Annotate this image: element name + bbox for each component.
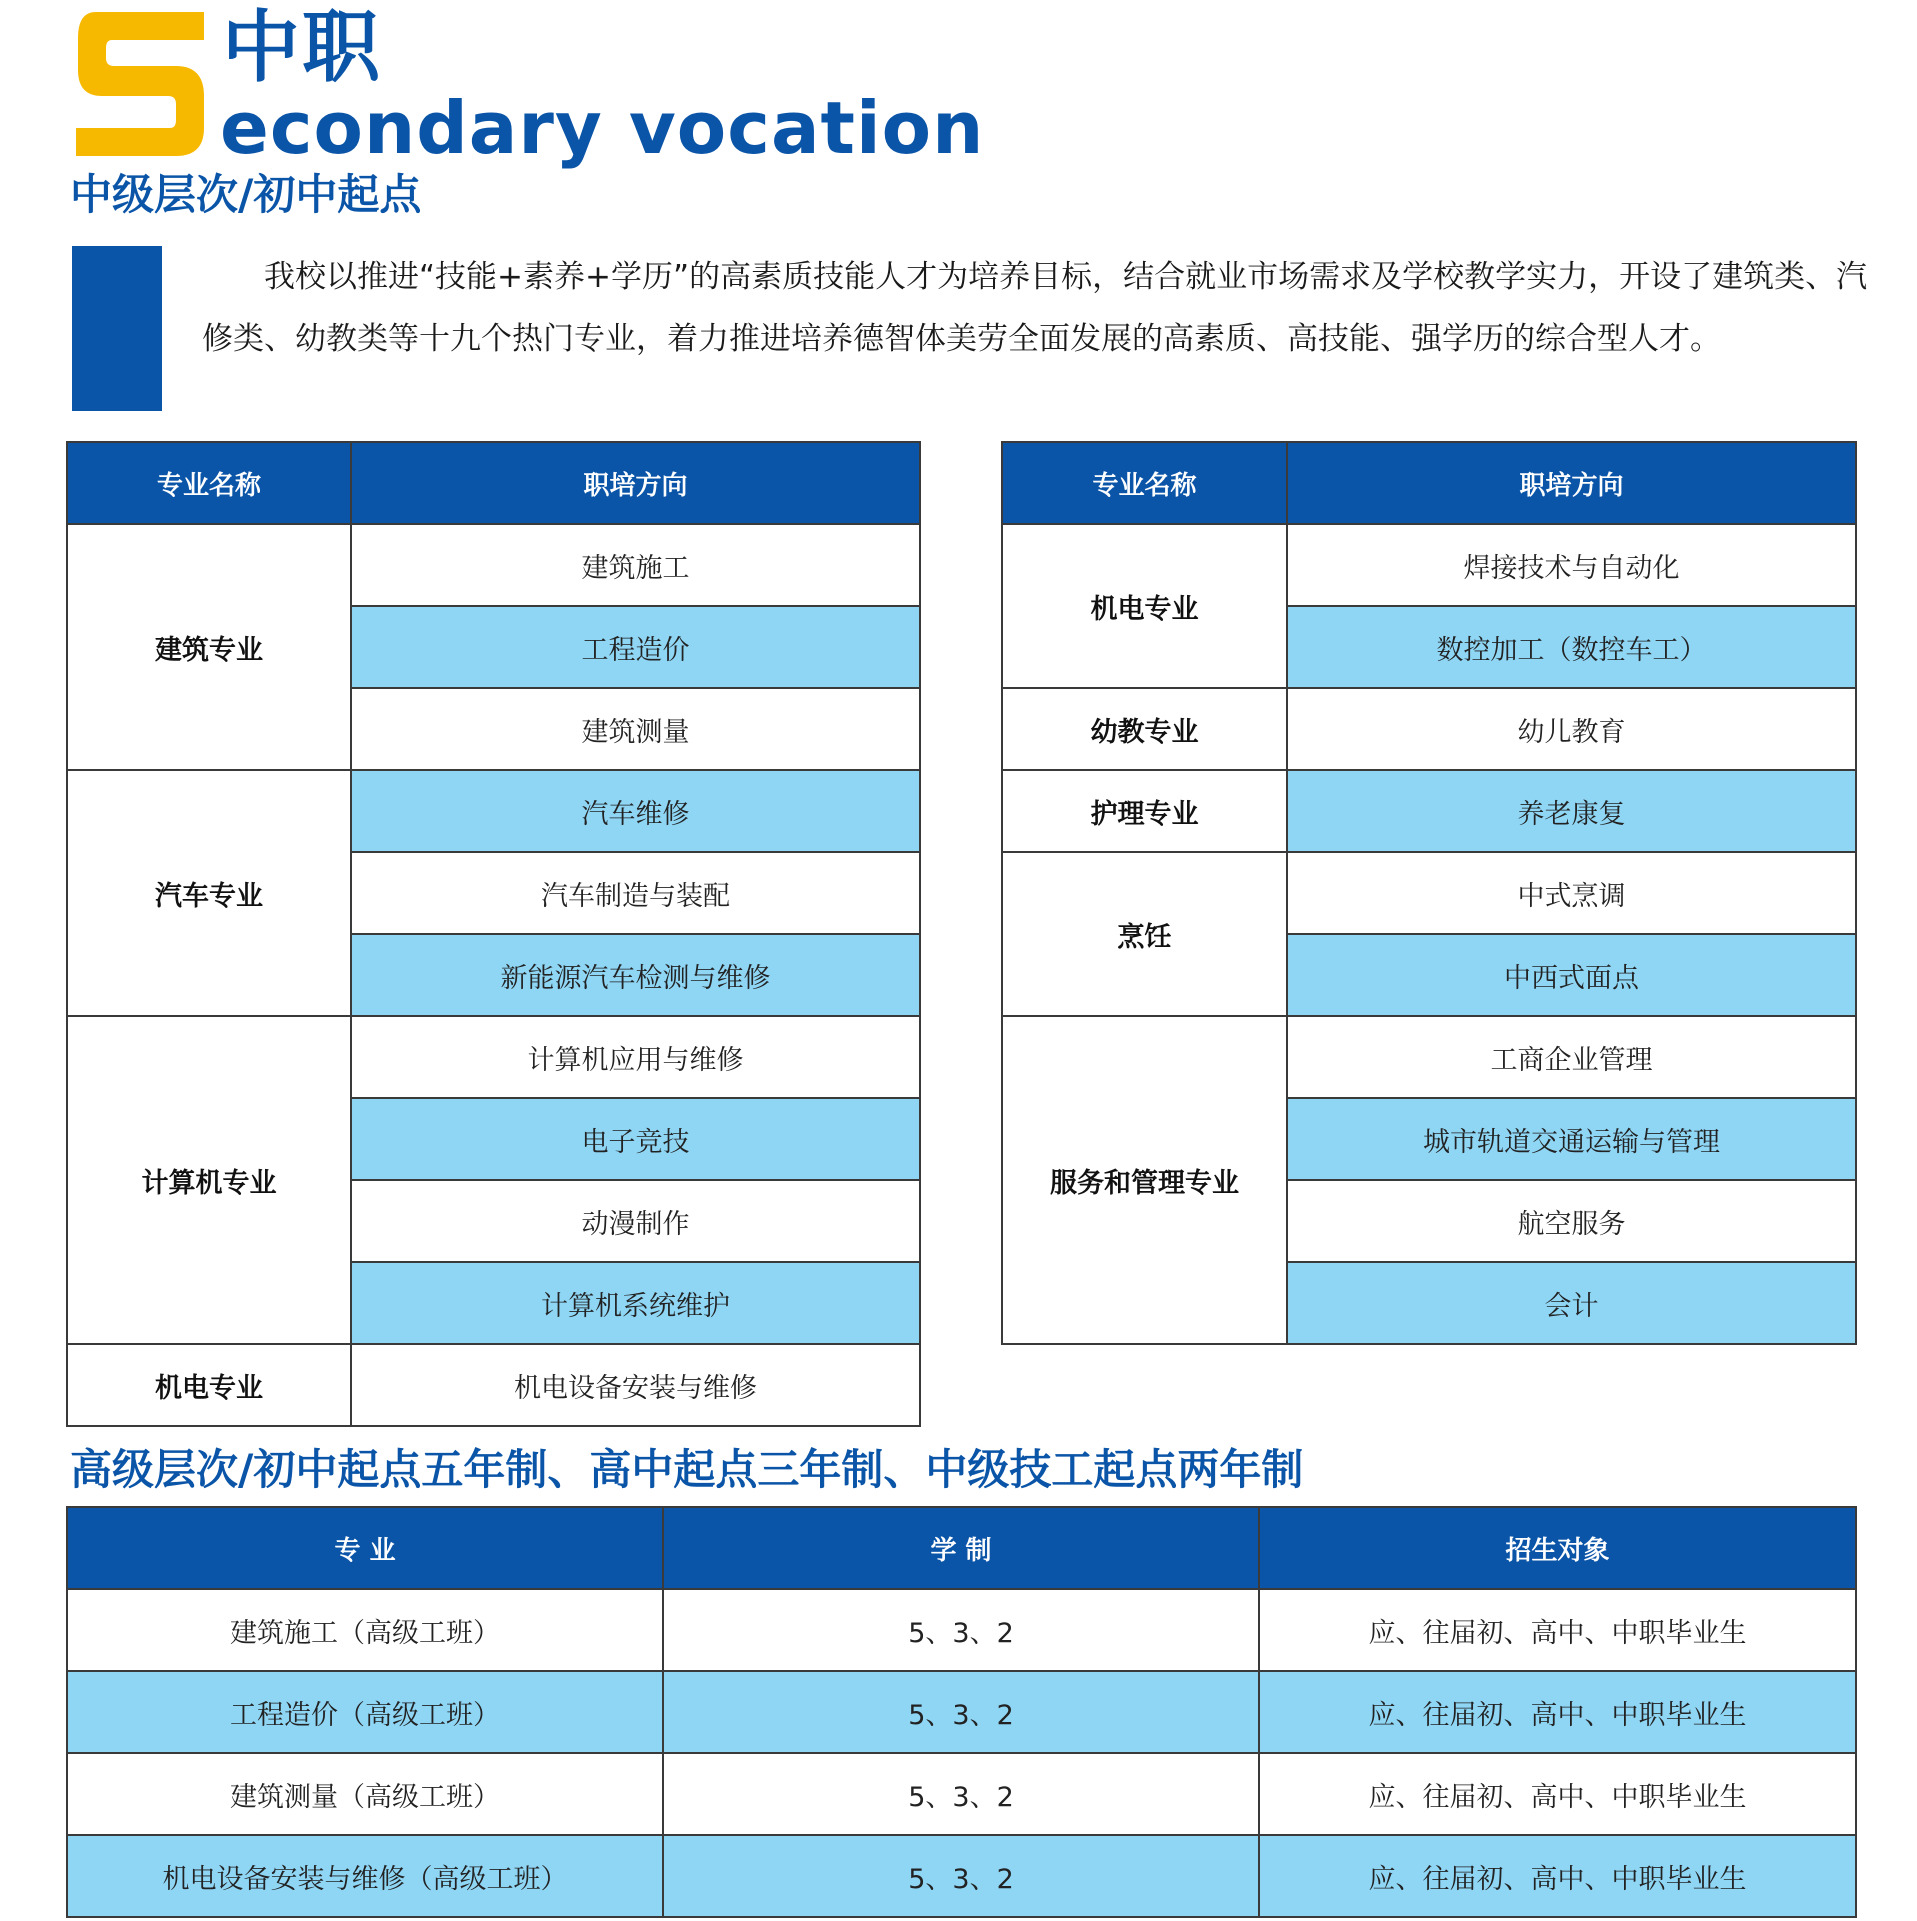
section-heading-advanced: 高级层次/初中起点五年制、高中起点三年制、中级技工起点两年制 <box>70 1445 1304 1494</box>
table-row <box>67 1589 1856 1671</box>
direction-cell: 建筑测量 <box>351 688 920 770</box>
enrollment-cell: 应、往届初、高中、中职毕业生 <box>1259 1671 1856 1753</box>
direction-cell: 工程造价 <box>351 606 920 688</box>
direction-cell: 航空服务 <box>1287 1180 1856 1262</box>
direction-cell: 城市轨道交通运输与管理 <box>1287 1098 1856 1180</box>
category-cell: 建筑专业 <box>67 524 351 770</box>
decorative-side-bar <box>72 246 162 411</box>
direction-cell: 汽车维修 <box>351 770 920 852</box>
column-header: 专业名称 <box>1002 442 1287 524</box>
direction-cell: 动漫制作 <box>351 1180 920 1262</box>
section-heading-intermediate: 中级层次/初中起点 <box>70 170 422 219</box>
enrollment-cell: 应、往届初、高中、中职毕业生 <box>1259 1753 1856 1835</box>
program-cell: 机电设备安装与维修（高级工班） <box>67 1835 663 1917</box>
direction-cell: 中式烹调 <box>1287 852 1856 934</box>
column-header: 职培方向 <box>1287 442 1856 524</box>
category-cell: 烹饪 <box>1002 852 1287 1016</box>
column-header: 专 业 <box>67 1507 663 1589</box>
intro-paragraph <box>202 246 1872 370</box>
direction-cell: 幼儿教育 <box>1287 688 1856 770</box>
page-title-en: econdary vocation <box>220 86 985 170</box>
direction-cell: 计算机应用与维修 <box>351 1016 920 1098</box>
duration-cell: 5、3、2 <box>663 1753 1259 1835</box>
table-row <box>67 1753 1856 1835</box>
direction-cell: 建筑施工 <box>351 524 920 606</box>
advanced-program-table <box>66 1506 1857 1918</box>
direction-cell: 会计 <box>1287 1262 1856 1344</box>
column-header: 学 制 <box>663 1507 1259 1589</box>
enrollment-cell: 应、往届初、高中、中职毕业生 <box>1259 1589 1856 1671</box>
table-row <box>67 1835 1856 1917</box>
logo-s-mark <box>72 4 208 160</box>
direction-cell: 工商企业管理 <box>1287 1016 1856 1098</box>
direction-cell: 中西式面点 <box>1287 934 1856 1016</box>
category-cell: 计算机专业 <box>67 1016 351 1344</box>
major-table-left <box>66 441 921 1427</box>
direction-cell: 计算机系统维护 <box>351 1262 920 1344</box>
direction-cell: 焊接技术与自动化 <box>1287 524 1856 606</box>
duration-cell: 5、3、2 <box>663 1589 1259 1671</box>
category-cell: 服务和管理专业 <box>1002 1016 1287 1344</box>
program-cell: 工程造价（高级工班） <box>67 1671 663 1753</box>
column-header: 职培方向 <box>351 442 920 524</box>
category-cell: 汽车专业 <box>67 770 351 1016</box>
direction-cell: 养老康复 <box>1287 770 1856 852</box>
category-cell: 机电专业 <box>1002 524 1287 688</box>
direction-cell: 数控加工（数控车工） <box>1287 606 1856 688</box>
intro-text: 我校以推进“技能+素养+学历”的高素质技能人才为培养目标，结合就业市场需求及学校教学实力，开设了建筑类、汽修类、幼教类等十九个热门专业，着力推进培养德智体美劳全面发展的高素质、高技能、强学历的综合型人才。 <box>202 259 1868 357</box>
enrollment-cell: 应、往届初、高中、中职毕业生 <box>1259 1835 1856 1917</box>
direction-cell: 新能源汽车检测与维修 <box>351 934 920 1016</box>
major-table-right <box>1001 441 1857 1345</box>
direction-cell: 机电设备安装与维修 <box>351 1344 920 1426</box>
duration-cell: 5、3、2 <box>663 1671 1259 1753</box>
duration-cell: 5、3、2 <box>663 1835 1259 1917</box>
category-cell: 护理专业 <box>1002 770 1287 852</box>
table-row <box>67 1671 1856 1753</box>
category-cell: 幼教专业 <box>1002 688 1287 770</box>
program-cell: 建筑测量（高级工班） <box>67 1753 663 1835</box>
column-header: 专业名称 <box>67 442 351 524</box>
direction-cell: 汽车制造与装配 <box>351 852 920 934</box>
column-header: 招生对象 <box>1259 1507 1856 1589</box>
program-cell: 建筑施工（高级工班） <box>67 1589 663 1671</box>
page-title-cn: 中职 <box>222 3 383 93</box>
category-cell: 机电专业 <box>67 1344 351 1426</box>
direction-cell: 电子竞技 <box>351 1098 920 1180</box>
